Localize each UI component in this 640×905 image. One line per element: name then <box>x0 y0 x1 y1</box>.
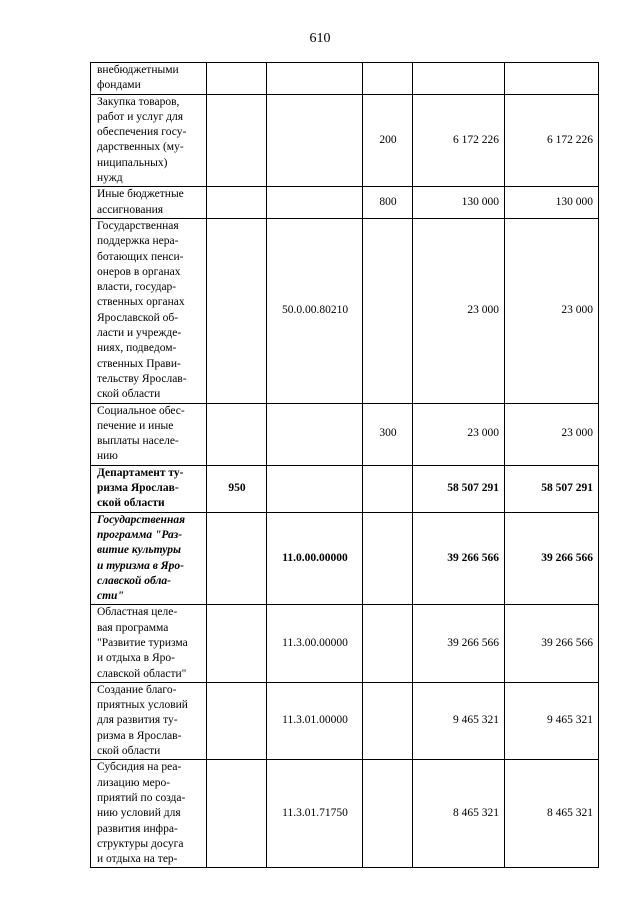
row-sum-1: 58 507 291 <box>413 465 505 512</box>
row-expense-type <box>363 512 413 605</box>
row-department-code <box>207 760 267 868</box>
row-sum-2: 39 266 566 <box>505 605 599 682</box>
row-target-article: 11.3.01.00000 <box>267 682 363 759</box>
row-name: Создание благо- приятных условий для развития ту- ризма в Ярослав- ской области <box>91 682 207 759</box>
row-name: внебюджетными фондами <box>91 63 207 95</box>
table-row <box>91 94 599 187</box>
row-sum-2: 23 000 <box>505 218 599 403</box>
row-department-code <box>207 682 267 759</box>
table-row <box>91 682 599 759</box>
budget-table <box>90 62 599 868</box>
row-name: Государственная поддержка нера- ботающих пенси- онеров в органах власти, государ- ственных органах Ярославской об- ласти и учрежде- ниях, подведом- ственных Прави- тельству Ярослав- ской области <box>91 218 207 403</box>
row-sum-1 <box>413 63 505 95</box>
table-row <box>91 512 599 605</box>
row-sum-2: 58 507 291 <box>505 465 599 512</box>
row-department-code: 950 <box>207 465 267 512</box>
row-target-article: 11.3.00.00000 <box>267 605 363 682</box>
row-target-article: 50.0.00.80210 <box>267 218 363 403</box>
table-row <box>91 403 599 465</box>
table-row <box>91 63 599 95</box>
row-expense-type <box>363 63 413 95</box>
budget-table-body <box>91 63 599 868</box>
row-name: Департамент ту- ризма Ярослав- ской области <box>91 465 207 512</box>
table-row <box>91 760 599 868</box>
row-sum-1: 39 266 566 <box>413 512 505 605</box>
row-department-code <box>207 94 267 187</box>
row-sum-2: 130 000 <box>505 187 599 219</box>
table-row <box>91 465 599 512</box>
row-name: Закупка товаров, работ и услуг для обеспечения госу- дарственных (му- ниципальных) нужд <box>91 94 207 187</box>
row-target-article <box>267 403 363 465</box>
row-sum-1: 8 465 321 <box>413 760 505 868</box>
row-expense-type: 200 <box>363 94 413 187</box>
row-target-article: 11.3.01.71750 <box>267 760 363 868</box>
row-sum-2: 6 172 226 <box>505 94 599 187</box>
row-sum-2 <box>505 63 599 95</box>
row-name: Областная целе- вая программа "Развитие туризма и отдыха в Яро- славской области" <box>91 605 207 682</box>
row-department-code <box>207 218 267 403</box>
row-target-article: 11.0.00.00000 <box>267 512 363 605</box>
page-number: 610 <box>309 31 331 46</box>
row-name: Социальное обес- печение и иные выплаты населе- нию <box>91 403 207 465</box>
row-expense-type <box>363 682 413 759</box>
row-expense-type <box>363 605 413 682</box>
row-expense-type <box>363 760 413 868</box>
row-sum-1: 6 172 226 <box>413 94 505 187</box>
row-sum-2: 9 465 321 <box>505 682 599 759</box>
row-expense-type: 800 <box>363 187 413 219</box>
row-sum-1: 130 000 <box>413 187 505 219</box>
row-department-code <box>207 512 267 605</box>
row-name: Государственная программа "Раз- витие культуры и туризма в Яро- славской обла- сти" <box>91 512 207 605</box>
table-row <box>91 605 599 682</box>
row-sum-1: 39 266 566 <box>413 605 505 682</box>
row-target-article <box>267 465 363 512</box>
row-sum-2: 8 465 321 <box>505 760 599 868</box>
row-expense-type <box>363 218 413 403</box>
row-department-code <box>207 403 267 465</box>
row-department-code <box>207 187 267 219</box>
row-name: Субсидия на реа- лизацию меро- приятий по созда- нию условий для развития инфра- структуры досуга и отдыха на тер- <box>91 760 207 868</box>
row-target-article <box>267 187 363 219</box>
row-sum-1: 9 465 321 <box>413 682 505 759</box>
row-target-article <box>267 63 363 95</box>
row-name: Иные бюджетные ассигнования <box>91 187 207 219</box>
row-sum-2: 39 266 566 <box>505 512 599 605</box>
table-row <box>91 218 599 403</box>
row-sum-2: 23 000 <box>505 403 599 465</box>
table-row <box>91 187 599 219</box>
row-expense-type: 300 <box>363 403 413 465</box>
row-sum-1: 23 000 <box>413 218 505 403</box>
row-department-code <box>207 605 267 682</box>
row-target-article <box>267 94 363 187</box>
row-sum-1: 23 000 <box>413 403 505 465</box>
row-expense-type <box>363 465 413 512</box>
row-department-code <box>207 63 267 95</box>
